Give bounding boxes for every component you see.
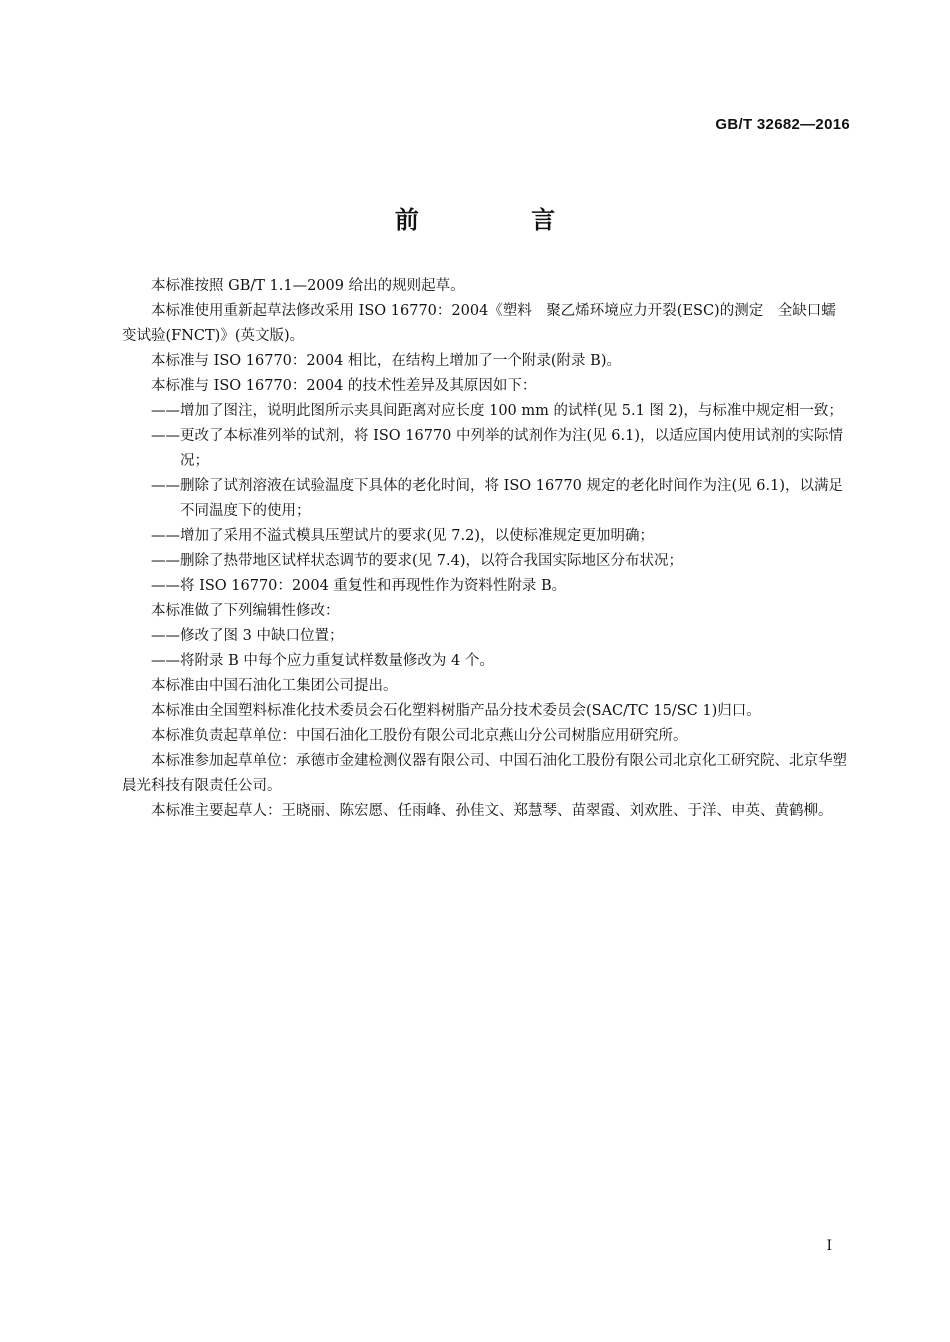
list-item: ——删除了试剂溶液在试验温度下具体的老化时间，将 ISO 16770 规定的老化时间作为注(见 6.1)，以满足不同温度下的使用； xyxy=(151,478,843,519)
paragraph-adoption: 本标准使用重新起草法修改采用 ISO 16770：2004《塑料 聚乙烯环境应力开裂(ESC)的测定 全缺口蠕变试验(FNCT)》(英文版)。 xyxy=(122,303,836,344)
foreword-body xyxy=(122,274,850,824)
list-item: ——将 ISO 16770：2004 重复性和再现性作为资料性附录 B。 xyxy=(151,578,567,594)
paragraph-proposer: 本标准由中国石油化工集团公司提出。 xyxy=(151,678,398,694)
paragraph-drafting-rules: 本标准按照 GB/T 1.1—2009 给出的规则起草。 xyxy=(151,278,465,294)
paragraph-main-drafters: 本标准主要起草人：王晓丽、陈宏愿、任雨峰、孙佳文、郑慧琴、苗翠霞、刘欢胜、于洋、申英、黄鹤柳。 xyxy=(151,803,833,819)
list-item: ——将附录 B 中每个应力重复试样数量修改为 4 个。 xyxy=(151,653,494,669)
page-number: I xyxy=(826,1238,832,1254)
paragraph-technical-committee: 本标准由全国塑料标准化技术委员会石化塑料树脂产品分技术委员会(SAC/TC 15/SC 1)归口。 xyxy=(151,703,761,719)
list-item: ——增加了采用不溢式模具压塑试片的要求(见 7.2)，以使标准规定更加明确； xyxy=(151,528,654,544)
paragraph-responsible-drafter: 本标准负责起草单位：中国石油化工股份有限公司北京燕山分公司树脂应用研究所。 xyxy=(151,728,688,744)
list-item: ——删除了热带地区试样状态调节的要求(见 7.4)，以符合我国实际地区分布状况； xyxy=(151,553,683,569)
paragraph-structure: 本标准与 ISO 16770：2004 相比，在结构上增加了一个附录(附录 B)。 xyxy=(151,353,621,369)
paragraph-participating-drafters: 本标准参加起草单位：承德市金建检测仪器有限公司、中国石油化工股份有限公司北京化工研究院、北京华塑晨光科技有限责任公司。 xyxy=(122,753,847,794)
paragraph-tech-differences-intro: 本标准与 ISO 16770：2004 的技术性差异及其原因如下： xyxy=(151,378,537,394)
paragraph-editorial-intro: 本标准做了下列编辑性修改： xyxy=(151,603,340,619)
list-item: ——增加了图注，说明此图所示夹具间距离对应长度 100 mm 的试样(见 5.1 图 2)，与标准中规定相一致； xyxy=(151,403,843,419)
standard-code: GB/T 32682—2016 xyxy=(715,116,850,133)
list-item: ——更改了本标准列举的试剂，将 ISO 16770 中列举的试剂作为注(见 6.1)，以适应国内使用试剂的实际情况； xyxy=(151,428,843,469)
page-title: 前 言 xyxy=(394,206,608,234)
list-item: ——修改了图 3 中缺口位置； xyxy=(151,628,344,644)
